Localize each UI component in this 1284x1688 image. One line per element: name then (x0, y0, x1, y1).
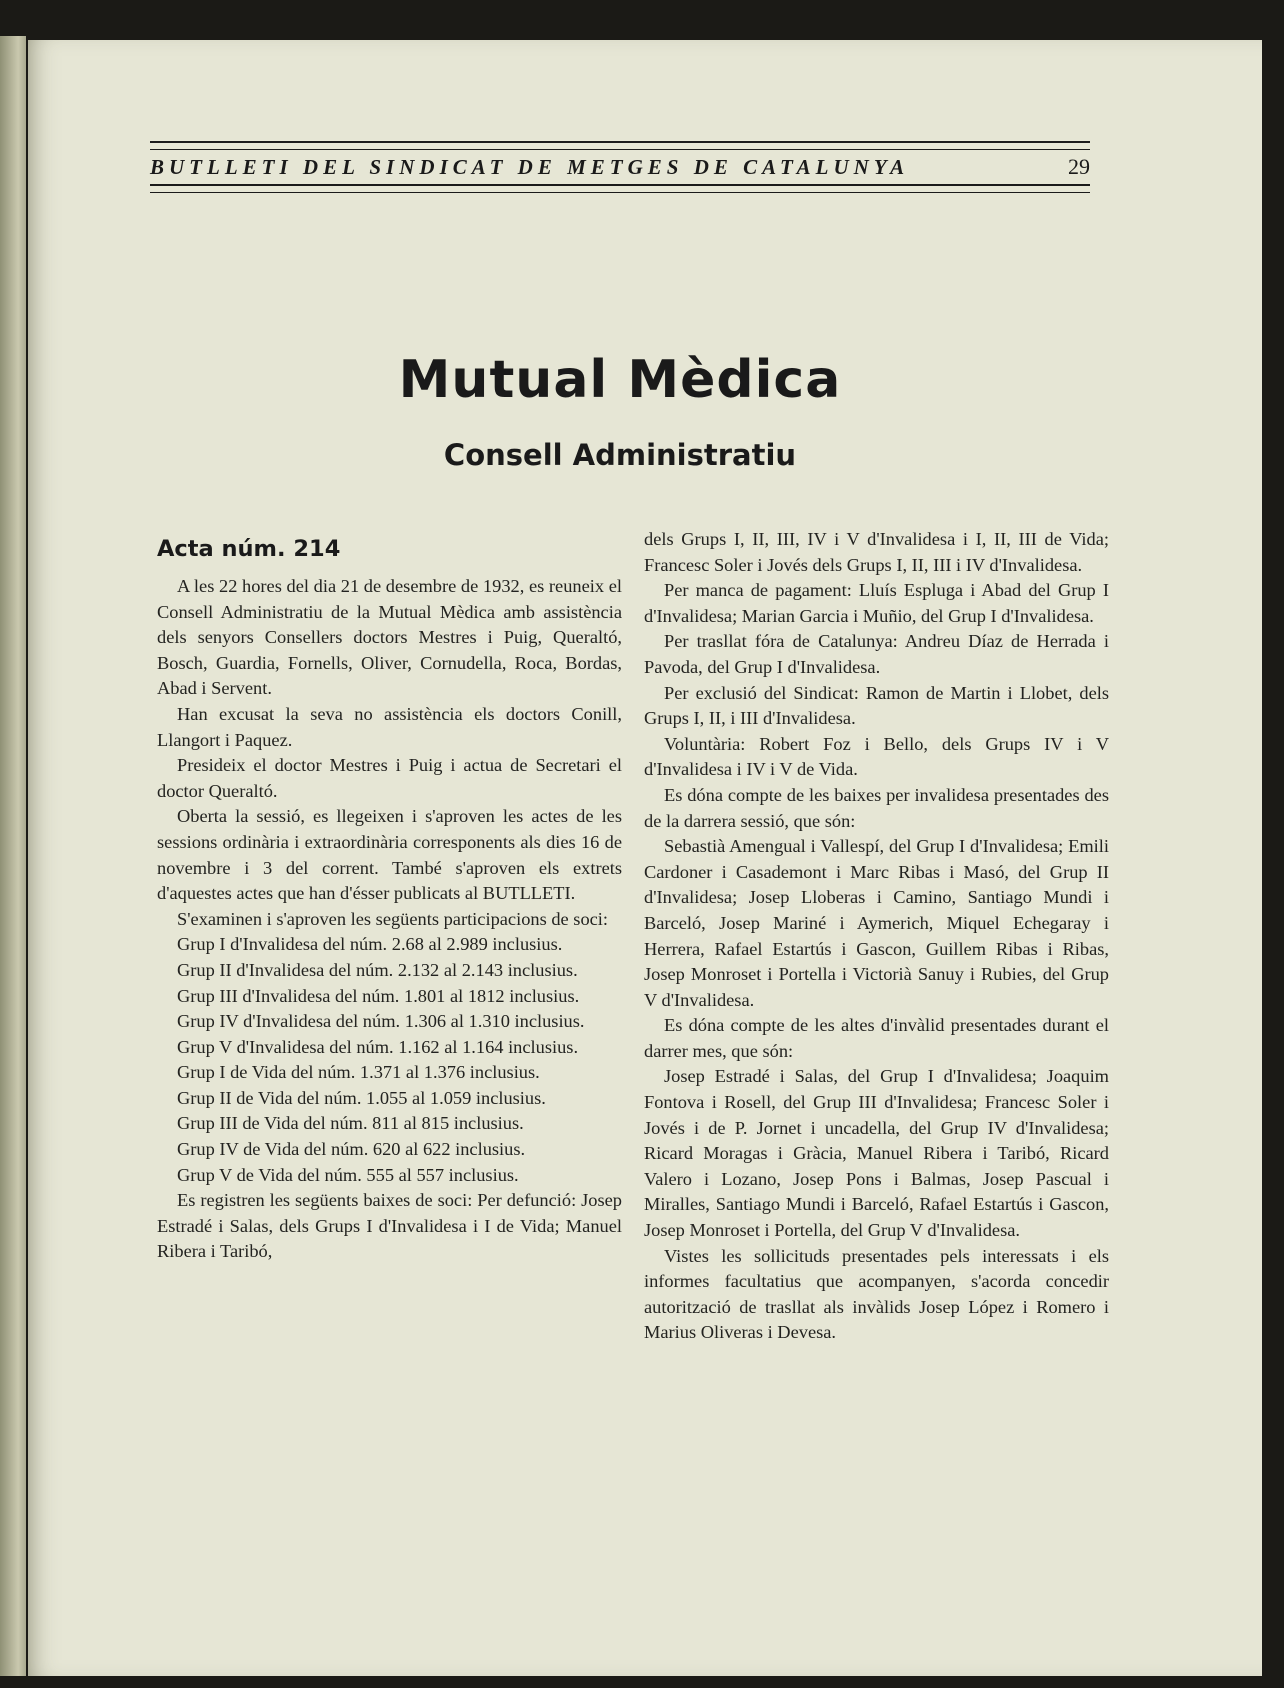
paragraph: Oberta la sessió, es llegeixen i s'aproven les actes de les sessions ordinària i extraordinària corresponents als dies 16 de novembre i 3 del corrent. També s'aproven els extrets d'aquestes actes que han d'ésser publicats al BUTLLETI. (157, 806, 622, 904)
facing-page-edge (0, 36, 26, 1676)
paragraph: Grup V de Vida del núm. 555 al 557 inclusius. (177, 1164, 519, 1185)
paragraph: Voluntària: Robert Foz i Bello, dels Grups IV i V d'Invalidesa i IV i V de Vida. (644, 733, 1109, 780)
paragraph: Per trasllat fóra de Catalunya: Andreu Díaz de Herrada i Pavoda, del Grup I d'Invalidesa. (644, 631, 1109, 677)
paragraph: Presideix el doctor Mestres i Puig i actua de Secretari el doctor Queraltó. (157, 755, 622, 801)
header-top-rule (150, 141, 1090, 150)
page-number: 29 (1068, 154, 1090, 179)
paragraph: S'examinen i s'aproven les següents participacions de soci: (177, 908, 609, 929)
header-row (150, 150, 1090, 184)
paragraph: Es dóna compte de les altes d'invàlid presentades durant el darrer mes, que són: (644, 1015, 1109, 1061)
paragraph: Josep Estradé i Salas, del Grup I d'Invalidesa; Joaquim Fontova i Rosell, del Grup III d'Invalidesa; Francesc Soler i Jovés i de P. Jornet i uncadella, del Grup IV d'Invalidesa; Ricard Moragas i Gràcia, Manuel Ribera i Taribó, Ricard Valero i Lozano, Josep Pons i Balmas, Josep Pascual i Miralles, Santiago Mundi i Barceló, Rafael Estartús i Gascon, Josep Monroset i Portella, del Grup V d'Invalidesa. (644, 1066, 1109, 1241)
header-bottom-rule (150, 184, 1090, 193)
paragraph: Han excusat la seva no assistència els doctors Conill, Llangort i Paquez. (157, 703, 622, 750)
paragraph: Grup II d'Invalidesa del núm. 2.132 al 2.143 inclusius. (177, 959, 578, 980)
paragraph: Grup I de Vida del núm. 1.371 al 1.376 inclusius. (177, 1062, 540, 1083)
paragraph: Es registren les següents baixes de soci: Per defunció: Josep Estradé i Salas, dels Grups I d'Invalidesa i I de Vida; Manuel Ribera i Taribó, (157, 1190, 622, 1262)
paragraph: Sebastià Amengual i Vallespí, del Grup I d'Invalidesa; Emili Cardoner i Casademont i Marc Ribas i Masó, del Grup II d'Invalidesa; Josep Lloberas i Camino, Santiago Mundi i Barceló, Josep Mariné i Aymerich, Miquel Echegaray i Herrera, Rafael Estartús i Gascon, Guillem Ribas i Ribas, Josep Monroset i Portella i Victorià Sanuy i Rubies, del Grup V d'Invalidesa. (644, 836, 1109, 1010)
paragraph: Grup I d'Invalidesa del núm. 2.68 al 2.989 inclusius. (177, 934, 563, 955)
right-column (644, 527, 1109, 1346)
paragraph: Grup IV d'Invalidesa del núm. 1.306 al 1.310 inclusius. (177, 1011, 585, 1032)
running-title: BUTLLETI DEL SINDICAT DE METGES DE CATALUNYA (150, 154, 910, 179)
paragraph: Vistes les sollicituds presentades pels interessats i els informes facultatius que acompanyen, s'acorda concedir autorització de trasllat als invàlids Josep López i Romero i Marius Oliveras i Devesa. (644, 1245, 1109, 1343)
paragraph: Es dóna compte de les baixes per invalidesa presentades des de la darrera sessió, que són: (644, 784, 1109, 831)
running-header (150, 141, 1090, 193)
paragraph: Grup II de Vida del núm. 1.055 al 1.059 inclusius. (177, 1087, 546, 1108)
paragraph: Grup V d'Invalidesa del núm. 1.162 al 1.164 inclusius. (177, 1036, 579, 1057)
paragraph: Per manca de pagament: Lluís Espluga i Abad del Grup I d'Invalidesa; Marian Garcia i Muñio, del Grup I d'Invalidesa. (644, 580, 1109, 626)
paragraph-continuation: dels Grups I, II, III, IV i V d'Invalidesa i I, II, III de Vida; Francesc Soler i Jovés dels Grups I, II, III i IV d'Invalidesa. (644, 529, 1109, 575)
paragraph: Grup III d'Invalidesa del núm. 1.801 al 1812 inclusius. (177, 985, 580, 1006)
paragraph: A les 22 hores del dia 21 de desembre de 1932, es reuneix el Consell Administratiu de la Mutual Mèdica amb assistència dels senyors Consellers doctors Mestres i Puig, Queraltó, Bosch, Guardia, Fornells, Oliver, Cornudella, Roca, Bordas, Abad i Servent. (157, 576, 622, 699)
paragraph: Per exclusió del Sindicat: Ramon de Martin i Llobet, dels Grups I, II, i III d'Invalidesa. (644, 682, 1109, 729)
article-subtitle: Consell Administratiu (443, 438, 797, 472)
paragraph: Grup III de Vida del núm. 811 al 815 inclusius. (177, 1113, 524, 1134)
article-title: Mutual Mèdica (398, 350, 842, 410)
paragraph: Grup IV de Vida del núm. 620 al 622 inclusius. (177, 1139, 526, 1160)
left-column (157, 526, 622, 1265)
section-heading: Acta núm. 214 (157, 536, 341, 562)
